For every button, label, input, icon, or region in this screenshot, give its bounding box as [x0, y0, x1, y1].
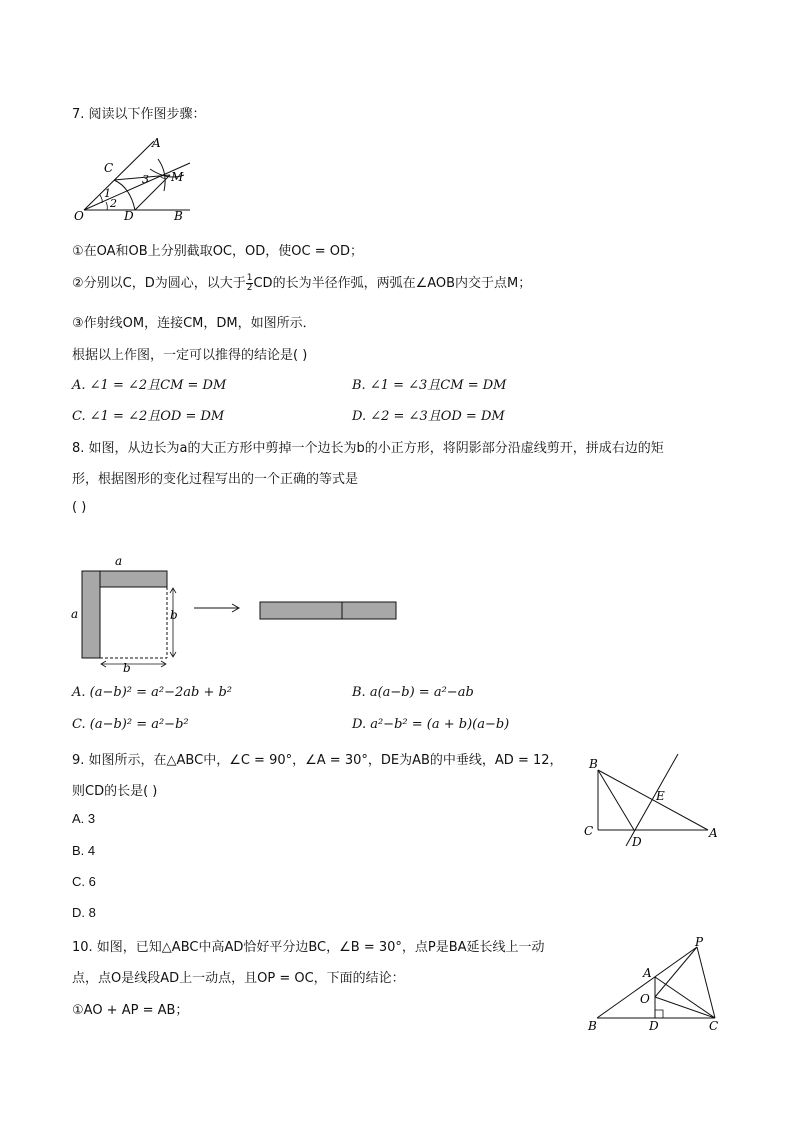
q8-option-c[interactable]: C. (a−b)² = a²−b²	[72, 717, 189, 732]
q7-question: 根据以上作图，一定可以推得的结论是( )	[72, 348, 308, 363]
q7-step1: ①在OA和OB上分别截取OC，OD，使OC = OD；	[72, 244, 363, 259]
q7-angle-3: 3	[142, 173, 149, 186]
q7-label-c: C	[104, 161, 114, 175]
q9-label-b: B	[589, 757, 598, 771]
q7-option-b[interactable]: B. ∠1 = ∠3且CM = DM	[352, 378, 507, 393]
q10-line2: 点，点O是线段AD上一动点，且OP = OC，下面的结论：	[72, 971, 405, 986]
q10-label-o: O	[640, 992, 650, 1006]
q7-step2-post: CD的长为半径作弧，两弧在∠AOB内交于点M；	[253, 276, 532, 291]
q10-figure	[585, 935, 730, 1035]
q8-figure	[68, 552, 408, 675]
q10-label-b: B	[588, 1019, 597, 1033]
q7-option-a[interactable]: A. ∠1 = ∠2且CM = DM	[72, 378, 227, 393]
q7-step2-pre: ②分别以C，D为圆心，以大于	[72, 276, 246, 291]
q7-option-c[interactable]: C. ∠1 = ∠2且OD = DM	[72, 409, 225, 424]
q9-label-e: E	[656, 789, 665, 803]
q8-option-a[interactable]: A. (a−b)² = a²−2ab + b²	[72, 685, 233, 700]
q9-figure	[580, 750, 725, 850]
q8-result-rectangle	[260, 602, 396, 619]
q7-step3: ③作射线OM，连接CM，DM，如图所示．	[72, 316, 316, 331]
q7-label-m: M	[171, 170, 184, 184]
q7-label-a: A	[152, 136, 161, 150]
q7-label-o: O	[74, 209, 84, 223]
q10-label-p: P	[695, 935, 704, 949]
q10-line1: 10. 如图，已知△ABC中高AD恰好平分边BC，∠B = 30°，点P是BA延长线上一动	[72, 940, 545, 955]
q8-paren: ( )	[72, 500, 87, 515]
q8-shaded-left-strip	[82, 571, 100, 658]
q8-label-a-left: a	[71, 607, 79, 621]
q9-option-b[interactable]: B. 4	[72, 843, 96, 858]
q8-line2: 形，根据图形的变化过程写出的一个正确的等式是	[72, 472, 359, 487]
q9-label-c: C	[584, 824, 594, 838]
q7-figure	[72, 135, 202, 225]
q7-frac-num: 1	[246, 273, 253, 283]
q7-label-b: B	[174, 209, 183, 223]
q7-frac-den: 2	[246, 283, 253, 293]
q7-step2	[72, 272, 531, 293]
q9-option-d[interactable]: D. 8	[72, 905, 96, 920]
q10-label-a: A	[643, 966, 652, 980]
q9-label-d: D	[632, 835, 642, 849]
q7-angle-1: 1	[104, 187, 111, 200]
q9-line2: 则CD的长是( )	[72, 784, 158, 799]
q9-label-a: A	[709, 826, 718, 840]
q10-line3: ①AO + AP = AB；	[72, 1003, 189, 1018]
q10-label-d: D	[649, 1019, 659, 1033]
q8-shaded-top-strip	[100, 571, 167, 587]
q8-option-b[interactable]: B. a(a−b) = a²−ab	[352, 685, 474, 700]
q7-option-d[interactable]: D. ∠2 = ∠3且OD = DM	[352, 409, 505, 424]
q8-label-b-bottom: b	[123, 661, 131, 675]
q9-line1: 9. 如图所示，在△ABC中，∠C = 90°，∠A = 30°，DE为AB的中垂线，AD = 12，	[72, 753, 563, 768]
q8-label-b-right: b	[170, 608, 178, 622]
q9-option-a[interactable]: A. 3	[72, 811, 96, 826]
q8-line1: 8. 如图，从边长为a的大正方形中剪掉一个边长为b的小正方形，将阴影部分沿虚线剪开，拼成右边的矩	[72, 441, 664, 456]
q7-title: 7. 阅读以下作图步骤：	[72, 107, 206, 122]
q8-option-d[interactable]: D. a²−b² = (a + b)(a−b)	[352, 717, 510, 732]
q8-label-a-top: a	[115, 554, 123, 568]
q7-label-d: D	[124, 209, 134, 223]
q10-label-c: C	[709, 1019, 719, 1033]
q7-angle-2: 2	[110, 197, 117, 210]
q9-option-c[interactable]: C. 6	[72, 874, 96, 889]
